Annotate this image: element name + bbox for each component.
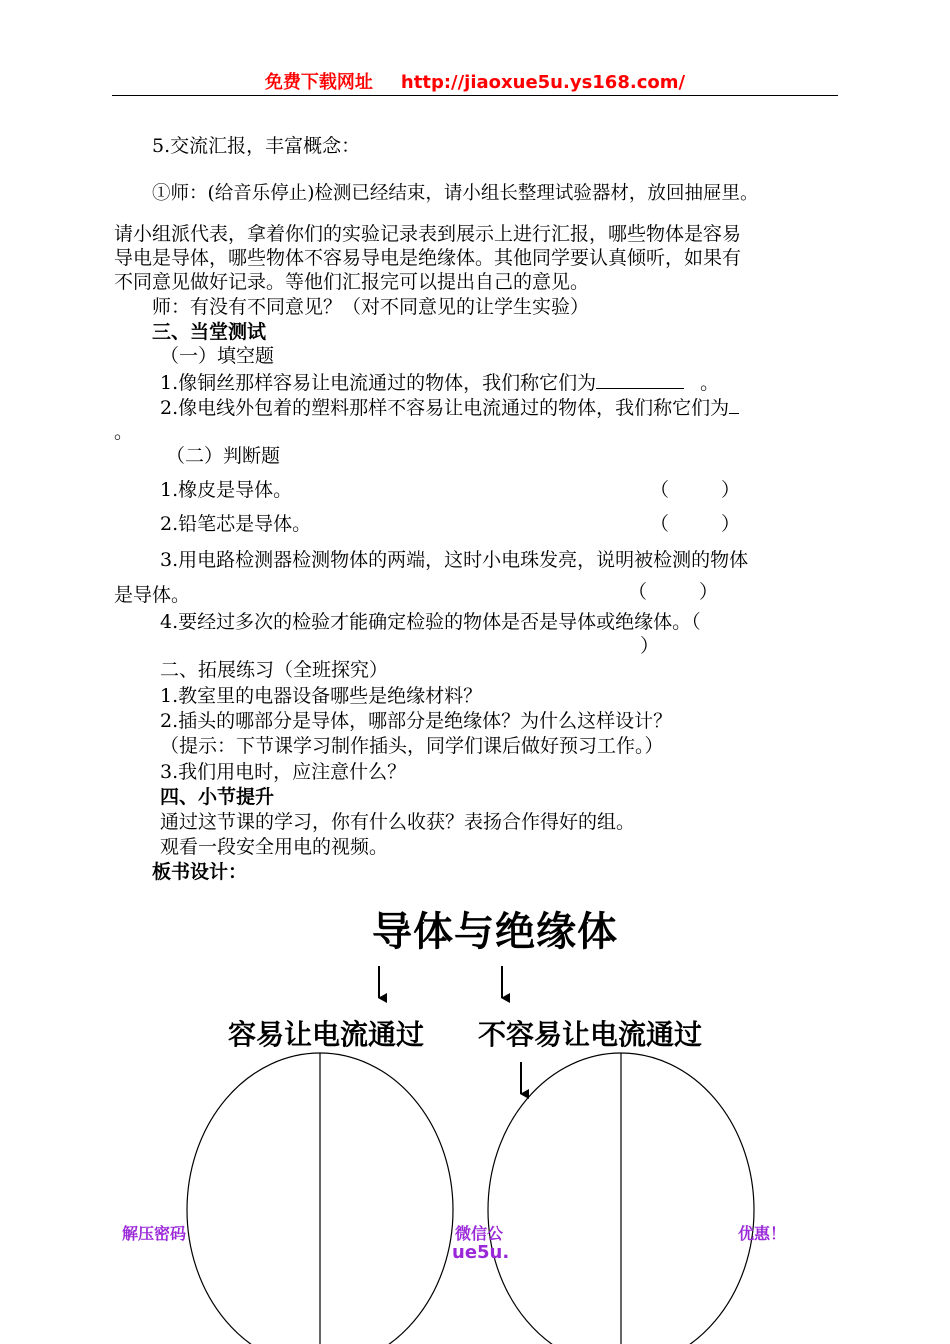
- judge-question-1: 1.橡皮是导体。: [160, 479, 293, 501]
- insulator-category-label: 不容易让电流通过: [478, 1018, 703, 1051]
- section5-teacher-question: 师：有没有不同意见？（对不同意见的让学生实验）: [152, 296, 590, 318]
- judge-question-2: 2.铅笔芯是导体。: [160, 513, 312, 535]
- section5-paragraph-line4: 不同意见做好记录。等他们汇报完可以提出自己的意见。: [114, 271, 590, 293]
- judge-question-3-line1: 3.用电路检测器检测物体的两端，这时小电珠发亮，说明被检测的物体: [160, 549, 749, 571]
- extension-question-3: 3.我们用电时，应注意什么？: [160, 761, 407, 783]
- fill-question-2-text: 2.像电线外包着的塑料那样不容易让电流通过的物体，我们称它们为: [160, 397, 730, 419]
- board-title-and: 与: [454, 909, 495, 955]
- paren-open: （: [650, 479, 670, 501]
- board-title-conductor: 导体: [372, 909, 454, 955]
- section5-title: 5.交流汇报，丰富概念：: [152, 135, 361, 157]
- board-title-insulator: 绝缘体: [495, 909, 618, 955]
- fill-section-title: （一）填空题: [160, 345, 275, 367]
- board-design-label: 板书设计：: [152, 861, 248, 883]
- paren-close: ）: [721, 479, 741, 501]
- paren-open: （: [628, 581, 648, 603]
- judge-question-4: 4.要经过多次的检验才能确定检验的物体是否是导体或绝缘体。（: [160, 611, 701, 633]
- fill-question-1-end: 。: [700, 372, 720, 394]
- section4-line2: 观看一段安全用电的视频。: [160, 836, 389, 858]
- section4-line1: 通过这节课的学习，你有什么收获？表扬合作得好的组。: [160, 811, 636, 833]
- extension-question-1: 1.教室里的电器设备哪些是绝缘材料？: [160, 685, 483, 707]
- section3-title: 三、当堂测试: [152, 321, 267, 343]
- conductor-category-label: 容易让电流通过: [228, 1018, 425, 1051]
- watermark-left: 解压密码: [122, 1224, 187, 1243]
- extension-question-2: 2.插头的哪部分是导体，哪部分是绝缘体？为什么这样设计？: [160, 710, 673, 732]
- watermark-right: 优惠！: [738, 1224, 787, 1243]
- paren-close: ）: [721, 513, 741, 535]
- header-label: 免费下载网址: [264, 72, 373, 93]
- section5-paragraph-line1: ①师：(给音乐停止)检测已经结束，请小组长整理试验器材，放回抽屉里。: [152, 183, 759, 204]
- judge-section-title: （二）判断题: [166, 445, 281, 467]
- section5-paragraph-line3: 导电是导体，哪些物体不容易导电是绝缘体。其他同学要认真倾听，如果有: [114, 247, 742, 269]
- paren-close: ）: [699, 581, 719, 603]
- extension-hint: （提示：下节课学习制作插头，同学们课后做好预习工作。）: [160, 735, 664, 757]
- judge-question-3-line2: 是导体。: [114, 584, 191, 606]
- section5-paragraph-line2: 请小组派代表，拿着你们的实验记录表到展示上进行汇报，哪些物体是容易: [114, 223, 742, 245]
- paren-open: （: [650, 513, 670, 535]
- header-url-link[interactable]: http://jiaoxue5u.ys168.com/: [400, 72, 686, 93]
- fill-question-1-text: 1.像铜丝那样容易让电流通过的物体，我们称它们为: [160, 372, 597, 394]
- watermark-middle-2: ue5u.: [452, 1242, 510, 1263]
- fill-question-2-end: 。: [114, 421, 134, 443]
- extension-title: 二、拓展练习（全班探究）: [160, 659, 389, 681]
- watermark-middle: 微信公: [455, 1224, 504, 1243]
- section4-title: 四、小节提升: [160, 786, 275, 808]
- judge-answer-4-close[interactable]: ）: [640, 635, 660, 657]
